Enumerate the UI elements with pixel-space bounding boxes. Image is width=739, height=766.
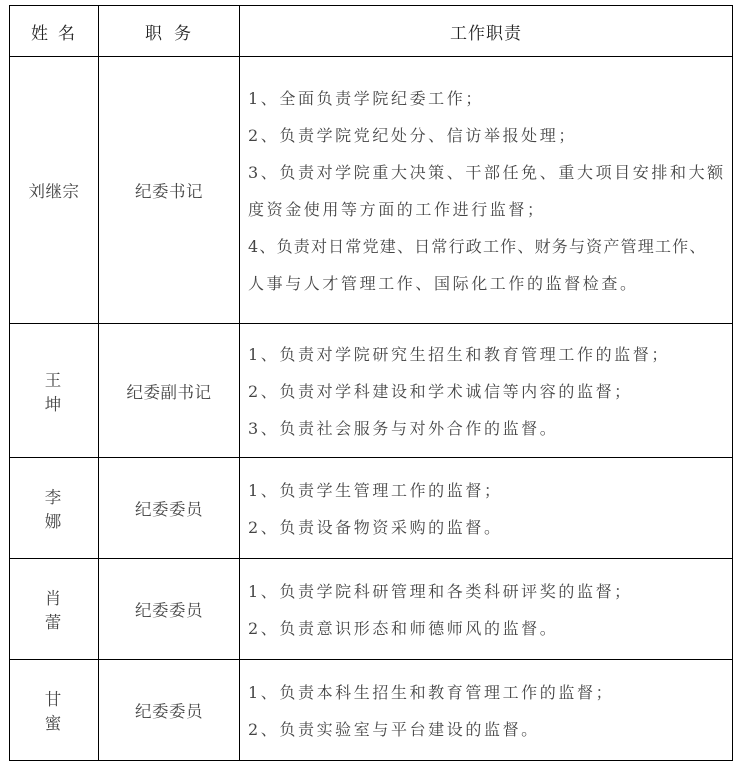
member-duties: [240, 660, 733, 761]
member-duties: [240, 57, 733, 324]
duties-table: [9, 5, 733, 761]
member-role: 纪委副书记: [99, 324, 240, 458]
duty-item: 1、负责学生管理工作的监督；: [248, 481, 503, 500]
duty-item: 2、负责设备物资采购的监督。: [248, 518, 503, 537]
table-row: [10, 458, 733, 559]
header-row: [10, 6, 733, 57]
duty-item: 1、全面负责学院纪委工作；: [248, 89, 484, 108]
member-role: 纪委委员: [99, 458, 240, 559]
member-role: 纪委书记: [99, 57, 240, 324]
member-duties: [240, 458, 733, 559]
duty-item: 2、负责意识形态和师德师风的监督。: [248, 619, 559, 638]
member-duties: [240, 324, 733, 458]
duty-item: 人事与人才管理工作、国际化工作的监督检查。: [248, 274, 639, 293]
member-name: 李娜: [10, 458, 99, 559]
member-role: 纪委委员: [99, 559, 240, 660]
duty-item: 3、负责社会服务与对外合作的监督。: [248, 419, 559, 438]
table-row: [10, 660, 733, 761]
header-duties: 工作职责: [240, 6, 733, 57]
member-role: 纪委委员: [99, 660, 240, 761]
member-duties: [240, 559, 733, 660]
duty-item: 1、负责本科生招生和教育管理工作的监督；: [248, 683, 615, 702]
member-name: 王坤: [10, 324, 99, 458]
table-row: [10, 324, 733, 458]
duty-item: 度资金使用等方面的工作进行监督；: [248, 200, 546, 219]
member-name: 肖蕾: [10, 559, 99, 660]
duty-item: 3、负责对学院重大决策、干部任免、重大项目安排和大额: [248, 163, 726, 182]
duty-item: 4、负责对日常党建、日常行政工作、财务与资产管理工作、: [248, 237, 707, 256]
table-row: [10, 559, 733, 660]
duty-item: 2、负责实验室与平台建设的监督。: [248, 720, 540, 739]
header-name: 姓名: [10, 6, 99, 57]
duty-item: 1、负责学院科研管理和各类科研评奖的监督；: [248, 582, 633, 601]
member-name: 刘继宗: [10, 57, 99, 324]
member-name: 甘蜜: [10, 660, 99, 761]
duty-item: 2、负责学院党纪处分、信访举报处理；: [248, 126, 577, 145]
table-row: [10, 57, 733, 324]
duty-item: 2、负责对学科建设和学术诚信等内容的监督；: [248, 382, 633, 401]
header-role: 职务: [99, 6, 240, 57]
duty-item: 1、负责对学院研究生招生和教育管理工作的监督；: [248, 345, 670, 364]
